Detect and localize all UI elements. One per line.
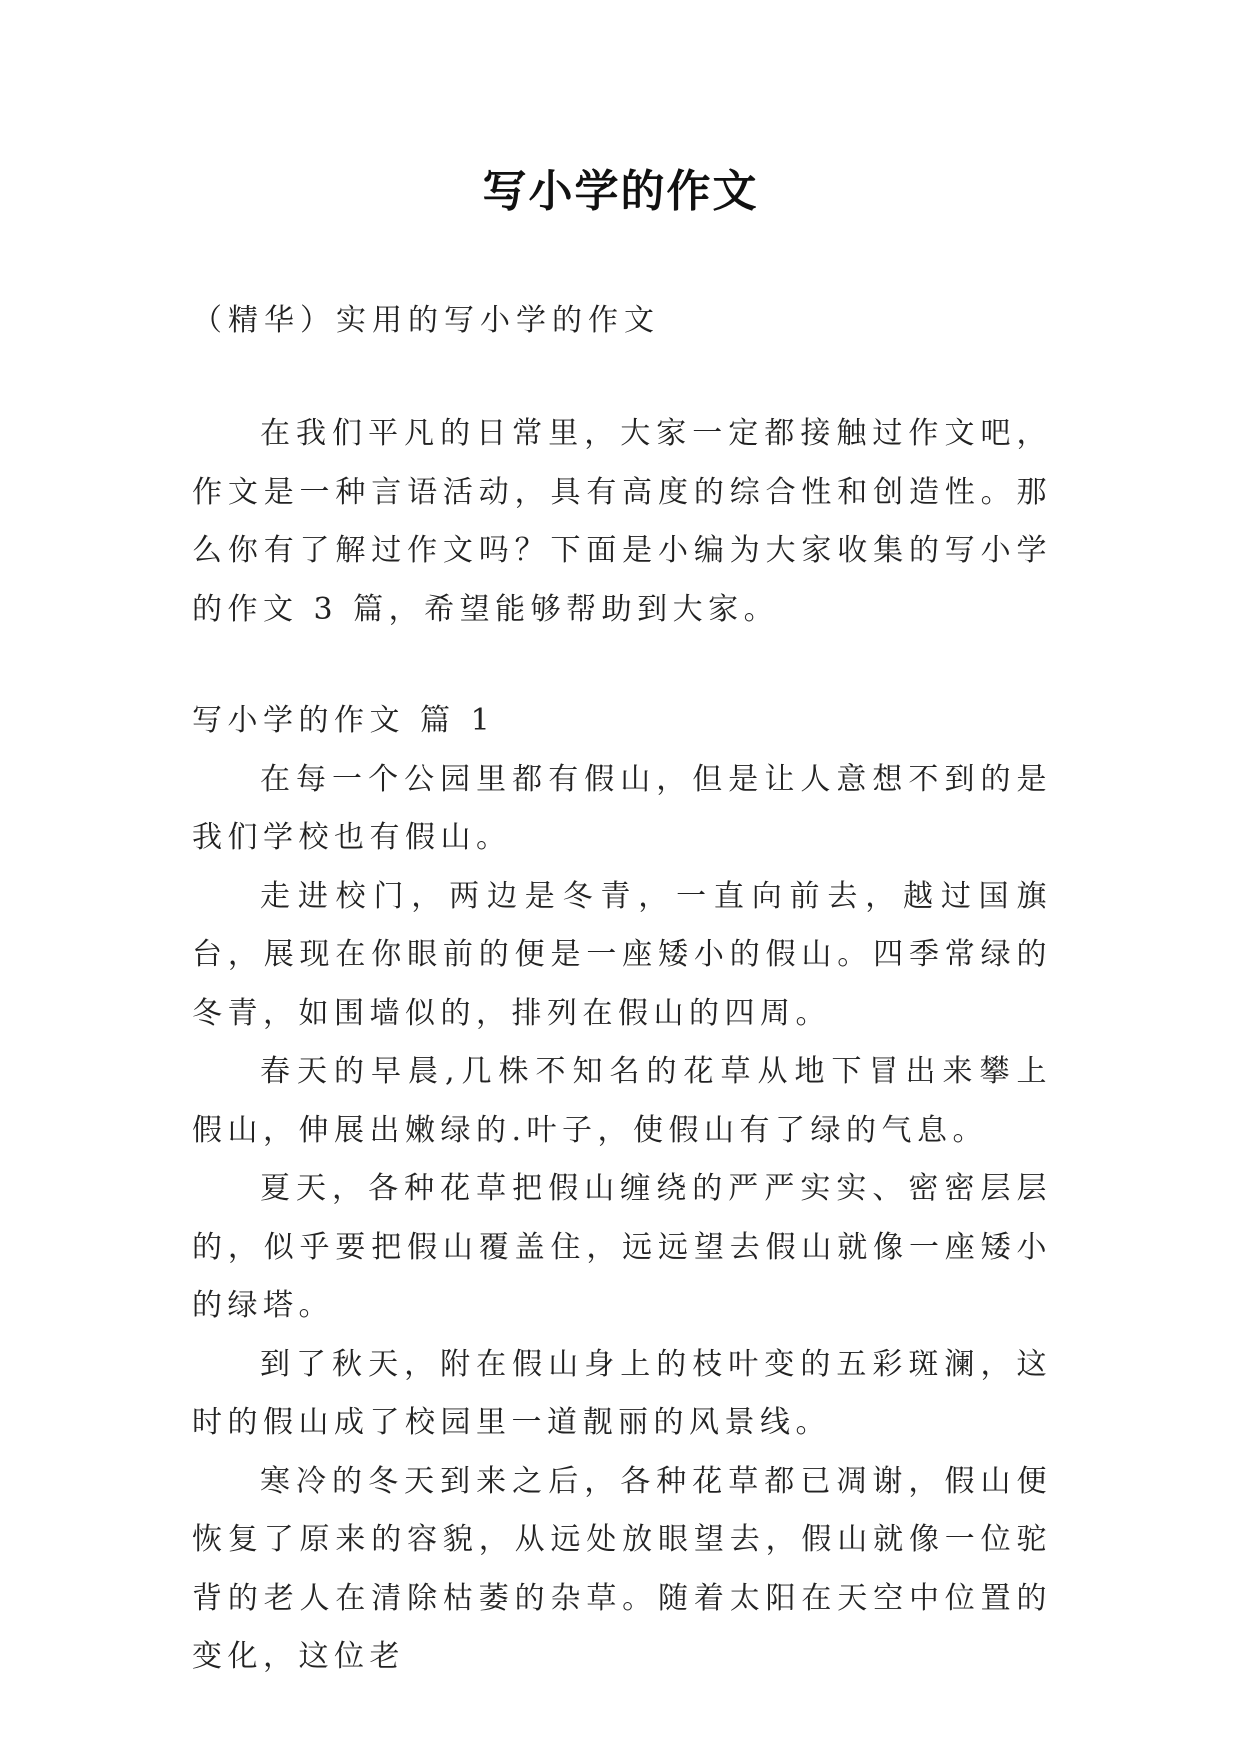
- document-title: 写小学的作文: [482, 166, 759, 217]
- essay-paragraph: 春天的早晨,几株不知名的花草从地下冒出来攀上假山，伸展出嫩绿的.叶子，使假山有了绿的气息。: [192, 1054, 1052, 1148]
- section-heading: 写小学的作文 篇 1: [192, 703, 496, 738]
- document-subtitle: （精华）实用的写小学的作文: [192, 303, 660, 338]
- essay-paragraph: 到了秋天，附在假山身上的枝叶变的五彩斑澜，这时的假山成了校园里一道靓丽的风景线。: [192, 1346, 1052, 1440]
- essay-paragraph: 夏天，各种花草把假山缠绕的严严实实、密密层层的，似乎要把假山覆盖住，远远望去假山就像一座矮小的绿塔。: [192, 1171, 1052, 1323]
- essay-paragraph: 在每一个公园里都有假山，但是让人意想不到的是我们学校也有假山。: [192, 761, 1052, 855]
- intro-block: [192, 405, 1052, 639]
- essay-section: [192, 692, 1052, 1687]
- essay-paragraph: 寒冷的冬天到来之后，各种花草都已凋谢，假山便恢复了原来的容貌，从远处放眼望去，假山就像一位驼背的老人在清除枯萎的杂草。随着太阳在天空中位置的变化，这位老: [192, 1463, 1052, 1674]
- intro-paragraph: 在我们平凡的日常里，大家一定都接触过作文吧，作文是一种言语活动，具有高度的综合性和创造性。那么你有了解过作文吗？下面是小编为大家收集的写小学的作文 3 篇，希望能够帮助到大家。: [192, 416, 1052, 627]
- essay-paragraph: 走进校门，两边是冬青，一直向前去，越过国旗台，展现在你眼前的便是一座矮小的假山。四季常绿的冬青，如围墙似的，排列在假山的四周。: [192, 878, 1052, 1031]
